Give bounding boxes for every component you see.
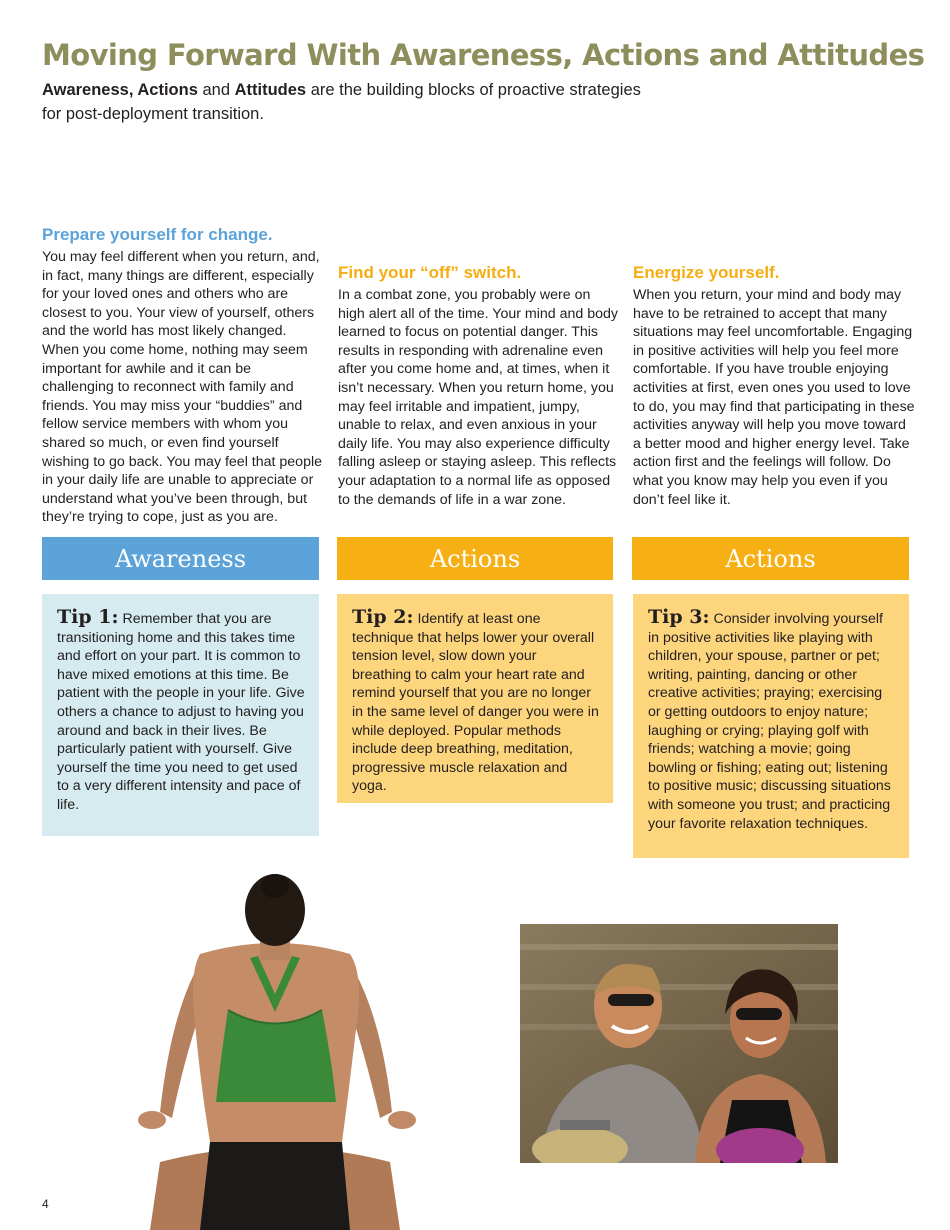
banner-actions-1: Actions bbox=[337, 537, 613, 580]
tip-box-3 bbox=[633, 594, 909, 858]
tip-label: Tip 3: bbox=[648, 606, 710, 628]
intro-bold-1: Awareness, Actions bbox=[42, 81, 198, 99]
tip-box-1 bbox=[42, 594, 319, 836]
intro-text bbox=[42, 78, 642, 126]
section-body: When you return, your mind and body may have to be retrained to accept that many situations may feel uncomfortable. Engaging in positive activities will help you feel more comfortable. If you have trouble enjoying activities at first, even ones you used to love to do, you may find that participating in these activities anyway will help you move toward a better mood and higher energy level. Take action first and the feelings will follow. Do what you know may help you even if you don’t feel like it. bbox=[633, 287, 915, 508]
meditation-photo bbox=[100, 862, 450, 1230]
tip-label: Tip 1: bbox=[57, 606, 119, 628]
column-awareness bbox=[42, 224, 324, 527]
section-heading: Energize yourself. bbox=[633, 263, 780, 282]
page-title: Moving Forward With Awareness, Actions and Attitudes bbox=[42, 38, 925, 72]
tip-text: Identify at least one technique that helps lower your overall tension level, slow down your breathing to calm your heart rate and remind yourself that you are no longer in the same level of danger you were in while deployed. Popular methods include deep breathing, meditation, progressive muscle relaxation and yoga. bbox=[352, 611, 599, 795]
section-heading: Find your “off” switch. bbox=[338, 263, 522, 282]
intro-text-2: are the building blocks of proactive strategies for post-deployment transition. bbox=[42, 81, 641, 123]
intro-bold-2: Attitudes bbox=[234, 81, 307, 99]
tip-label: Tip 2: bbox=[352, 606, 414, 628]
tip-text: Remember that you are transitioning home and this takes time and effort on your part. It is common to have mixed emotions at this time. Be patient with the people in your life. Give others a chance to adjust to having you around and back in their lives. Be particularly patient with yourself. Give yourself the time you need to get used to a very different intensity and pace of life. bbox=[57, 611, 305, 813]
page-number: 4 bbox=[42, 1197, 49, 1211]
intro-text-1: and bbox=[197, 81, 235, 99]
couple-photo bbox=[520, 924, 838, 1163]
banner-actions-2: Actions bbox=[632, 537, 909, 580]
banner-awareness: Awareness bbox=[42, 537, 319, 580]
tip-box-2 bbox=[337, 594, 613, 803]
column-actions-1 bbox=[338, 262, 620, 509]
section-heading: Prepare yourself for change. bbox=[42, 225, 273, 244]
tip-text: Consider involving yourself in positive activities like playing with children, your spouse, partner or pet; writing, painting, dancing or other creative activities; praying; exercising or getting outdoors to enjoy nature; laughing or crying; playing golf with friends; watching a movie; going bowling or fishing; eating out; listening to positive music; discussing situations with someone you trust; and practicing your favorite relaxation techniques. bbox=[648, 611, 891, 832]
section-body: You may feel different when you return, and, in fact, many things are different, especially for your loved ones and others who are closest to you. Your view of yourself, others and the world has most likely changed. When you come home, nothing may seem important for awhile and it can be challenging to reconnect with family and friends. You may miss your “buddies” and fellow service members with whom you shared so much, or even find yourself wishing to go back. You may feel that people in your daily life are unable to appreciate or understand what you’ve been through, but they’re trying to cope, just as you are. bbox=[42, 249, 323, 526]
section-body: In a combat zone, you probably were on high alert all of the time. Your mind and body learned to focus on potential danger. This results in responding with adrenaline even after you come home and, at times, when it isn’t necessary. When you return home, you may feel irritable and impatient, jumpy, unable to relax, and even anxious in your daily life. You may also experience difficulty falling asleep or staying asleep. This reflects your adaptation to a normal life as opposed to the demands of life in a war zone. bbox=[338, 287, 618, 508]
column-actions-2 bbox=[633, 262, 915, 509]
